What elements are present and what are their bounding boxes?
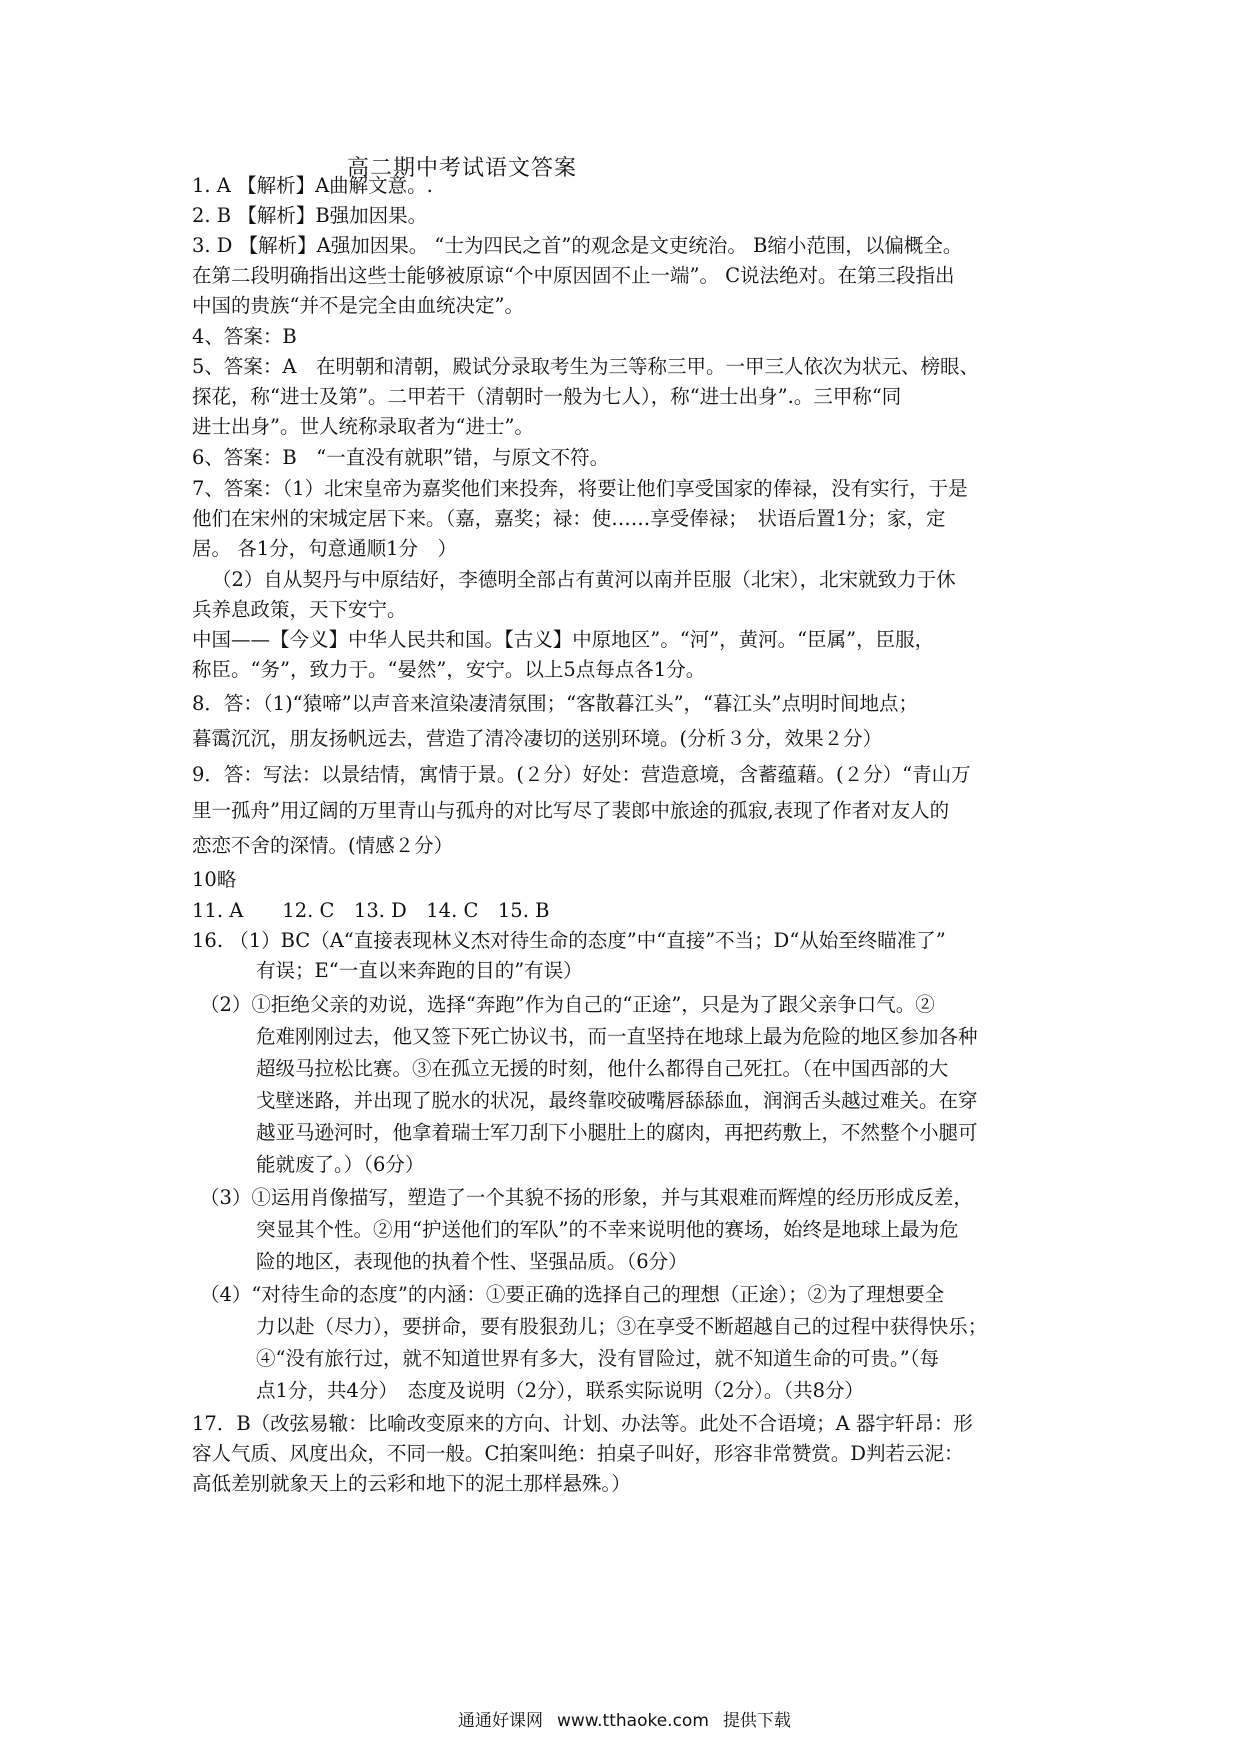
answer-line: 称臣。“务”，致力于。“晏然”，安宁。以上5点每点各1分。 xyxy=(192,658,706,681)
answer-line: 高低差别就象天上的云彩和地下的泥土那样悬殊。） xyxy=(192,1472,631,1495)
answer-line: （2）自从契丹与中原结好，李德明全部占有黄河以南并臣服（北宋），北宋就致力于休 xyxy=(212,568,956,591)
answer-line: 11. A 12. C 13. D 14. C 15. B xyxy=(192,899,550,922)
answer-line: 4、答案：B xyxy=(192,325,297,348)
answer-line: （4）“对待生命的态度”的内涵：①要正确的选择自己的理想（正途）；②为了理想要全 xyxy=(200,1283,945,1306)
answer-line: （2）①拒绝父亲的劝说，选择“奔跑”作为自己的“正途”，只是为了跟父亲争口气。② xyxy=(200,993,935,1016)
answer-line: （3）①运用肖像描写，塑造了一个其貌不扬的形象，并与其艰难而辉煌的经历形成反差， xyxy=(200,1186,973,1209)
answer-line: 他们在宋州的宋城定居下来。（嘉，嘉奖；禄：使……享受俸禄； 状语后置1分；家，定 xyxy=(192,507,946,530)
answer-line: 容人气质、风度出众，不同一般。C拍案叫绝：拍桌子叫好，形容非常赞赏。D判若云泥： xyxy=(192,1442,964,1465)
answer-line: ④“没有旅行过，就不知道世界有多大，没有冒险过，就不知道生命的可贵。”（每 xyxy=(256,1347,939,1370)
answer-line: 点1分，共4分） 态度及说明（2分），联系实际说明（2分）。（共8分） xyxy=(256,1379,865,1402)
footer-note: 提供下载 xyxy=(722,1711,791,1731)
answer-line: 居。 各1分，句意通顺1分 ） xyxy=(192,537,458,560)
answer-line: 16. （1）BC（A“直接表现林义杰对待生命的态度”中“直接”不当；D“从始至终瞄准了” xyxy=(192,929,946,952)
answer-line: 戈壁迷路，并出现了脱水的状况，最终靠咬破嘴唇舔舔血，润润舌头越过难关。在穿 xyxy=(256,1089,978,1112)
answer-line: 17．B（改弦易辙：比喻改变原来的方向、计划、办法等。此处不合语境；A 器宇轩昂：形 xyxy=(192,1412,973,1435)
answer-line: 7、答案：（1）北宋皇帝为嘉奖他们来投奔，将要让他们享受国家的俸禄，没有实行，于是 xyxy=(192,477,968,500)
answer-line: 进士出身”。世人统称录取者为“进士”。 xyxy=(192,415,534,438)
answer-line: 6、答案：B “一直没有就职”错，与原文不符。 xyxy=(192,446,610,469)
answer-line: 超级马拉松比赛。③在孤立无援的时刻，他什么都得自己死扛。（在中国西部的大 xyxy=(256,1057,949,1080)
answer-line: 恋恋不舍的深情。(情感２分） xyxy=(192,834,454,857)
answer-line: 中国——【今义】中华人民共和国。【古义】中原地区”。“河”，黄河。“臣属”，臣服， xyxy=(192,628,935,651)
answer-line: 越亚马逊河时，他拿着瑞士军刀刮下小腿肚上的腐肉，再把药敷上，不然整个小腿可 xyxy=(256,1121,978,1144)
answer-line: 暮霭沉沉，朋友扬帆远去，营造了清冷凄切的送别环境。(分析３分，效果２分） xyxy=(192,727,883,750)
answer-line: 2. B 【解析】B强加因果。 xyxy=(192,204,428,227)
answer-line: 9．答：写法：以景结情，寓情于景。(２分）好处：营造意境，含蓄蕴藉。(２分）“青山万 xyxy=(192,763,971,786)
answer-line: 力以赴（尽力），要拼命，要有股狠劲儿；③在享受不断超越自己的过程中获得快乐； xyxy=(256,1315,988,1338)
answer-line: 兵养息政策，天下安宁。 xyxy=(192,598,407,621)
page-footer xyxy=(458,1706,791,1731)
answer-line: 3. D 【解析】A强加因果。 “士为四民之首”的观念是文吏统治。 B缩小范围，以偏概全。 xyxy=(192,234,963,257)
answer-line: 能就废了。）（6分） xyxy=(256,1153,425,1176)
footer-site-name: 通通好课网 xyxy=(458,1711,543,1731)
answer-line: 在第二段明确指出这些士能够被原谅“个中原因固不止一端”。 C说法绝对。在第三段指出 xyxy=(192,264,955,287)
answer-line: 有误；E“一直以来奔跑的目的”有误） xyxy=(256,959,583,982)
answer-line: 中国的贵族“并不是完全由血统决定”。 xyxy=(192,294,524,317)
answer-line: 1. A 【解析】A曲解文意。. xyxy=(192,174,433,197)
answer-line: 8．答：（1)“猿啼”以声音来渲染凄清氛围；“客散暮江头”，“暮江头”点明时间地点； xyxy=(192,692,918,715)
answer-line: 5、答案：A 在明朝和清朝，殿试分录取考生为三等称三甲。一甲三人依次为状元、榜眼、 xyxy=(192,355,979,378)
answer-line: 突显其个性。②用“护送他们的军队”的不幸来说明他的赛场，始终是地球上最为危 xyxy=(256,1218,959,1241)
answer-line: 探花，称“进士及第”。二甲若干（清朝时一般为七人），称“进士出身”.。三甲称“同 xyxy=(192,385,902,408)
page-title: 高二期中考试语文答案 xyxy=(347,156,578,181)
answer-line: 险的地区，表现他的执着个性、坚强品质。（6分） xyxy=(256,1250,688,1273)
answer-line: 10略 xyxy=(192,868,237,891)
footer-url[interactable]: www.tthaoke.com xyxy=(557,1711,709,1731)
answer-line: 危难刚刚过去，他又签下死亡协议书，而一直坚持在地球上最为危险的地区参加各种 xyxy=(256,1025,978,1048)
answer-line: 里一孤舟”用辽阔的万里青山与孤舟的对比写尽了裴郎中旅途的孤寂,表现了作者对友人的 xyxy=(192,799,950,822)
